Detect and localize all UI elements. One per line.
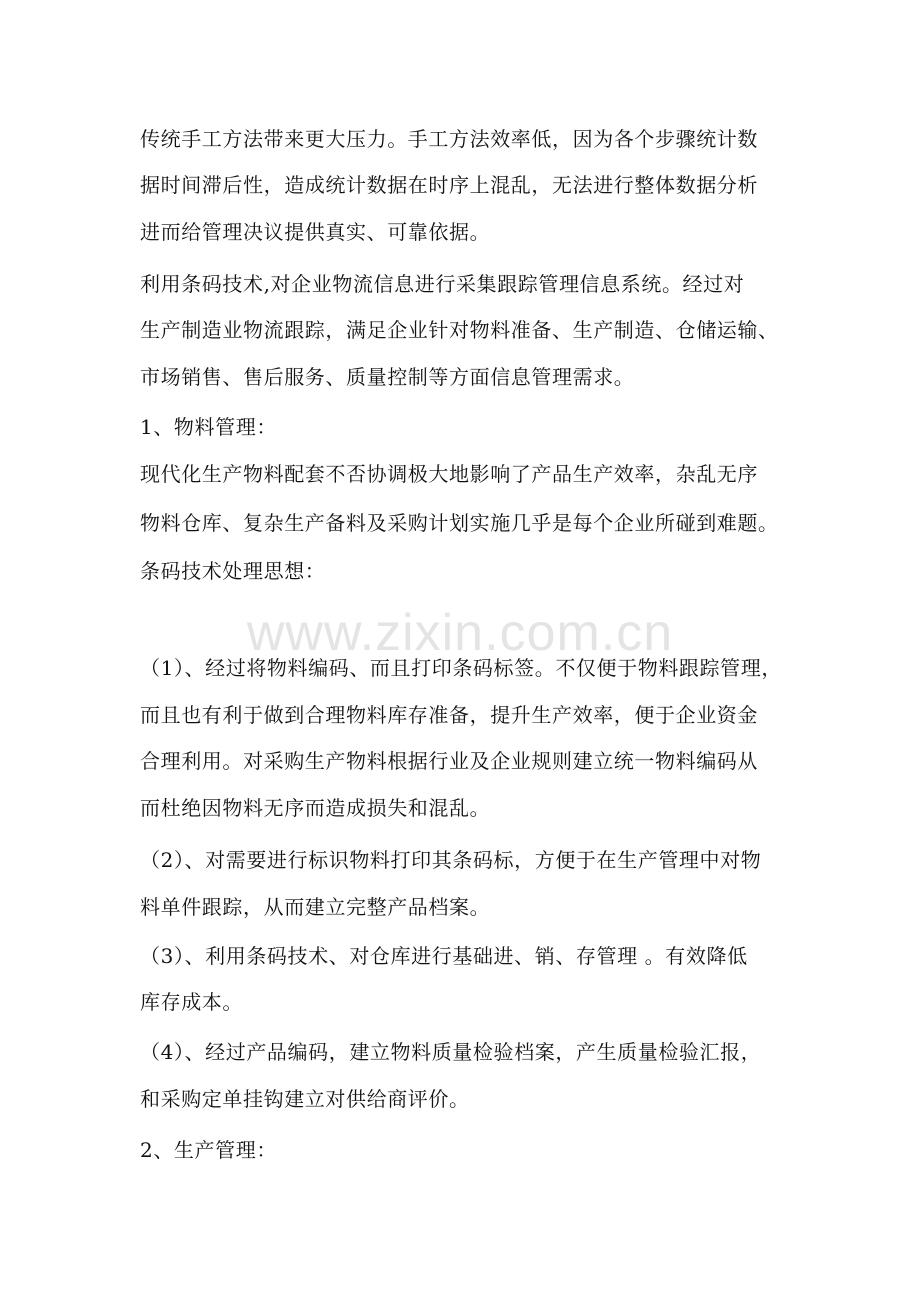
paragraph-line: 而杜绝因物料无序而造成损失和混乱。 bbox=[140, 796, 491, 820]
paragraph-line: 市场销售、售后服务、质量控制等方面信息管理需求。 bbox=[140, 365, 635, 389]
section-heading: 2、生产管理： bbox=[140, 1138, 277, 1162]
watermark: www.zixin.com.cn bbox=[246, 604, 674, 662]
paragraph-line: 合理利用。对采购生产物料根据行业及企业规则建立统一物料编码从 bbox=[140, 749, 758, 773]
list-item-line: （2）、对需要进行标识物料打印其条码标，方便于在生产管理中对物 bbox=[140, 848, 762, 872]
section-heading: 1、物料管理： bbox=[140, 415, 277, 439]
paragraph-line: 物料仓库、复杂生产备料及采购计划实施几乎是每个企业所碰到难题。 bbox=[140, 511, 779, 535]
paragraph-line: 据时间滞后性，造成统计数据在时序上混乱，无法进行整体数据分析 bbox=[140, 173, 758, 197]
paragraph-line: 条码技术处理思想： bbox=[140, 559, 326, 583]
paragraph-line: 传统手工方法带来更大压力。手工方法效率低，因为各个步骤统计数 bbox=[140, 127, 758, 151]
paragraph-line: 进而给管理决议提供真实、可靠依据。 bbox=[140, 220, 491, 244]
list-item-line: （1）、经过将物料编码、而且打印条码标签。不仅便于物料跟踪管理， bbox=[140, 656, 782, 680]
list-item-line: （3）、利用条码技术、对仓库进行基础进、销、存管理 。有效降低 bbox=[140, 944, 748, 968]
list-item-line: （4）、经过产品编码，建立物料质量检验档案，产生质量检验汇报， bbox=[140, 1040, 762, 1064]
paragraph-line: 库存成本。 bbox=[140, 990, 243, 1014]
paragraph-line: 和采购定单挂钩建立对供给商评价。 bbox=[140, 1087, 470, 1111]
paragraph-line: 现代化生产物料配套不否协调极大地影响了产品生产效率，杂乱无序 bbox=[140, 462, 758, 486]
paragraph-line: 而且也有利于做到合理物料库存准备，提升生产效率，便于企业资金 bbox=[140, 703, 758, 727]
paragraph-line: 生产制造业物流跟踪，满足企业针对物料准备、生产制造、仓储运输、 bbox=[140, 318, 779, 342]
paragraph-line: 利用条码技术,对企业物流信息进行采集跟踪管理信息系统。经过对 bbox=[140, 272, 745, 296]
paragraph-line: 料单件跟踪，从而建立完整产品档案。 bbox=[140, 895, 491, 919]
